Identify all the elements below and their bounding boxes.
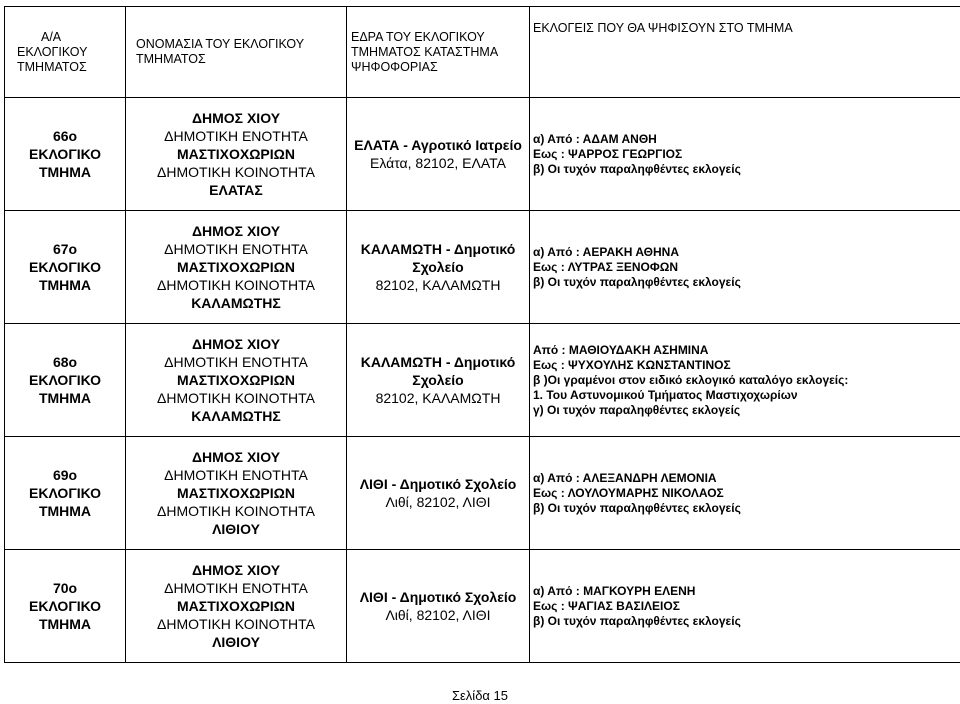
header-text: ΤΜΗΜΑΤΟΣ bbox=[136, 52, 206, 66]
table-row bbox=[5, 324, 960, 437]
section-number-line: ΕΚΛΟΓΙΚΟ bbox=[29, 146, 101, 162]
voters-line: Εως : ΨΑΡΡΟΣ ΓΕΩΡΓΙΟΣ bbox=[533, 146, 683, 161]
section-name-line: ΜΑΣΤΙΧΟΧΩΡΙΩΝ bbox=[177, 259, 295, 275]
section-number-line: 66ο bbox=[52, 128, 78, 144]
section-number-line: ΕΚΛΟΓΙΚΟ bbox=[29, 259, 101, 275]
page-number: Σελίδα 15 bbox=[451, 688, 509, 703]
polling-location-cell bbox=[347, 550, 530, 663]
section-number-line: 70ο bbox=[52, 580, 78, 596]
header-text: ΨΗΦΟΦΟΡΙΑΣ bbox=[351, 59, 438, 74]
voters-line: β) Οι τυχόν παραληφθέντες εκλογείς bbox=[533, 500, 741, 515]
section-name-line: ΔΗΜΟΤΙΚΗ ΕΝΟΤΗΤΑ bbox=[164, 467, 308, 483]
header-voters-cell bbox=[530, 7, 960, 98]
polling-location-line: ΛΙΘΙ - Δημοτικό Σχολείο bbox=[359, 589, 517, 605]
voters-line: γ) Οι τυχόν παραληφθέντες εκλογείς bbox=[533, 402, 741, 417]
header-text: ΤΜΗΜΑΤΟΣ bbox=[17, 59, 87, 74]
section-number-line: ΤΜΗΜΑ bbox=[38, 616, 92, 632]
section-name-line: ΔΗΜΟΤΙΚΗ ΚΟΙΝΟΤΗΤΑ bbox=[157, 277, 315, 293]
header-name-cell bbox=[126, 7, 347, 98]
section-name-line: ΔΗΜΟΤΙΚΗ ΕΝΟΤΗΤΑ bbox=[164, 580, 308, 596]
section-number-line: ΕΚΛΟΓΙΚΟ bbox=[29, 598, 101, 614]
voters-line: β) Οι τυχόν παραληφθέντες εκλογείς bbox=[533, 161, 741, 176]
polling-location-line: Σχολείο bbox=[412, 259, 464, 275]
table-row bbox=[5, 437, 960, 550]
voters-line: α) Από : ΑΔΑΜ ΑΝΘΗ bbox=[533, 131, 657, 146]
polling-location-line: 82102, ΚΑΛΑΜΩΤΗ bbox=[375, 277, 501, 293]
section-name-line: ΛΙΘΙΟΥ bbox=[212, 634, 260, 650]
section-name-line: ΔΗΜΟΣ ΧΙΟΥ bbox=[191, 336, 281, 352]
section-number-line: ΕΚΛΟΓΙΚΟ bbox=[29, 485, 101, 501]
section-name-line: ΜΑΣΤΙΧΟΧΩΡΙΩΝ bbox=[177, 372, 295, 388]
table-row bbox=[5, 550, 960, 663]
voters-line: Εως : ΛΥΤΡΑΣ ΞΕΝΟΦΩΝ bbox=[533, 259, 679, 274]
section-name-line: ΔΗΜΟΣ ΧΙΟΥ bbox=[191, 223, 281, 239]
voters-cell bbox=[530, 324, 960, 437]
section-number-cell bbox=[5, 324, 126, 437]
section-number-cell bbox=[5, 437, 126, 550]
voters-line: 1. Του Αστυνομικού Τμήματος Μαστιχοχωρίων bbox=[533, 387, 798, 402]
voters-line: Εως : ΛΟΥΛΟΥΜΑΡΗΣ ΝΙΚΟΛΑΟΣ bbox=[533, 485, 724, 500]
voters-cell bbox=[530, 437, 960, 550]
header-text: ΕΚΛΟΓΙΚΟΥ bbox=[17, 44, 88, 59]
voters-line: Εως : ΨΥΧΟΥΛΗΣ ΚΩΝΣΤΑΝΤΙΝΟΣ bbox=[533, 357, 731, 372]
header-text: ΕΔΡΑ ΤΟΥ ΕΚΛΟΓΙΚΟΥ bbox=[351, 29, 485, 44]
voters-line: Εως : ΨΑΓΙΑΣ ΒΑΣΙΛΕΙΟΣ bbox=[533, 598, 680, 613]
voters-line: α) Από : ΜΑΓΚΟΥΡΗ ΕΛΕΝΗ bbox=[533, 583, 696, 598]
header-number-cell bbox=[5, 7, 126, 98]
section-name-cell bbox=[126, 211, 347, 324]
voters-cell bbox=[530, 98, 960, 211]
section-name-line: ΔΗΜΟΤΙΚΗ ΚΟΙΝΟΤΗΤΑ bbox=[157, 164, 315, 180]
section-name-cell bbox=[126, 324, 347, 437]
header-location-cell bbox=[347, 7, 530, 98]
voters-line: β) Οι τυχόν παραληφθέντες εκλογείς bbox=[533, 274, 741, 289]
polling-location-line: 82102, ΚΑΛΑΜΩΤΗ bbox=[375, 390, 501, 406]
section-number-line: 69ο bbox=[52, 467, 78, 483]
voters-cell bbox=[530, 211, 960, 324]
section-name-cell bbox=[126, 550, 347, 663]
section-number-line: ΤΜΗΜΑ bbox=[38, 164, 92, 180]
section-number-line: ΕΚΛΟΓΙΚΟ bbox=[29, 372, 101, 388]
section-name-line: ΔΗΜΟΣ ΧΙΟΥ bbox=[191, 110, 281, 126]
voters-cell bbox=[530, 550, 960, 663]
polling-location-line: Λιθί, 82102, ΛΙΘΙ bbox=[385, 607, 491, 623]
voters-line: β )Οι γραμένοι στον ειδικό εκλογικό καταλόγο εκλογείς: bbox=[533, 372, 849, 387]
section-number-line: ΤΜΗΜΑ bbox=[38, 277, 92, 293]
section-name-line: ΔΗΜΟΣ ΧΙΟΥ bbox=[191, 562, 281, 578]
table-row bbox=[5, 98, 960, 211]
section-name-line: ΚΑΛΑΜΩΤΗΣ bbox=[191, 295, 281, 311]
polling-location-line: ΕΛΑΤΑ - Αγροτικό Ιατρείο bbox=[354, 137, 522, 153]
section-number-cell bbox=[5, 98, 126, 211]
section-name-line: ΔΗΜΟΣ ΧΙΟΥ bbox=[191, 449, 281, 465]
section-name-line: ΔΗΜΟΤΙΚΗ ΕΝΟΤΗΤΑ bbox=[164, 354, 308, 370]
section-name-cell bbox=[126, 437, 347, 550]
table-header-row bbox=[5, 7, 960, 98]
table-row bbox=[5, 211, 960, 324]
polling-location-line: ΚΑΛΑΜΩΤΗ - Δημοτικό bbox=[360, 241, 516, 257]
section-name-line: ΔΗΜΟΤΙΚΗ ΚΟΙΝΟΤΗΤΑ bbox=[157, 390, 315, 406]
voters-line: α) Από : ΑΕΡΑΚΗ ΑΘΗΝΑ bbox=[533, 244, 680, 259]
section-name-cell bbox=[126, 98, 347, 211]
voters-line: α) Από : ΑΛΕΞΑΝΔΡΗ ΛΕΜΟΝΙΑ bbox=[533, 470, 717, 485]
section-number-line: 68ο bbox=[52, 354, 78, 370]
polling-location-cell bbox=[347, 98, 530, 211]
voters-line: β) Οι τυχόν παραληφθέντες εκλογείς bbox=[533, 613, 741, 628]
header-text: ΤΜΗΜΑΤΟΣ ΚΑΤΑΣΤΗΜΑ bbox=[351, 44, 499, 59]
section-number-line: ΤΜΗΜΑ bbox=[38, 503, 92, 519]
section-name-line: ΚΑΛΑΜΩΤΗΣ bbox=[191, 408, 281, 424]
section-name-line: ΜΑΣΤΙΧΟΧΩΡΙΩΝ bbox=[177, 598, 295, 614]
polling-location-line: Λιθί, 82102, ΛΙΘΙ bbox=[385, 494, 491, 510]
section-name-line: ΕΛΑΤΑΣ bbox=[209, 182, 263, 198]
header-text: ΟΝΟΜΑΣΙΑ ΤΟΥ ΕΚΛΟΓΙΚΟΥ bbox=[136, 37, 305, 51]
polling-location-cell bbox=[347, 324, 530, 437]
section-number-line: 67ο bbox=[52, 241, 78, 257]
polling-location-line: ΛΙΘΙ - Δημοτικό Σχολείο bbox=[359, 476, 517, 492]
section-name-line: ΔΗΜΟΤΙΚΗ ΚΟΙΝΟΤΗΤΑ bbox=[157, 503, 315, 519]
section-number-cell bbox=[5, 211, 126, 324]
section-number-line: ΤΜΗΜΑ bbox=[38, 390, 92, 406]
polling-location-cell bbox=[347, 211, 530, 324]
header-text: ΕΚΛΟΓΕΙΣ ΠΟΥ ΘΑ ΨΗΦΙΣΟΥΝ ΣΤΟ ΤΜΗΜΑ bbox=[533, 21, 793, 35]
polling-location-line: Σχολείο bbox=[412, 372, 464, 388]
section-name-line: ΛΙΘΙΟΥ bbox=[212, 521, 260, 537]
voters-line: Από : ΜΑΘΙΟΥΔΑΚΗ ΑΣΗΜΙΝΑ bbox=[533, 342, 709, 357]
section-name-line: ΜΑΣΤΙΧΟΧΩΡΙΩΝ bbox=[177, 485, 295, 501]
section-name-line: ΔΗΜΟΤΙΚΗ ΕΝΟΤΗΤΑ bbox=[164, 128, 308, 144]
polling-location-line: Ελάτα, 82102, ΕΛΑΤΑ bbox=[370, 155, 506, 171]
polling-location-cell bbox=[347, 437, 530, 550]
section-name-line: ΔΗΜΟΤΙΚΗ ΕΝΟΤΗΤΑ bbox=[164, 241, 308, 257]
section-name-line: ΔΗΜΟΤΙΚΗ ΚΟΙΝΟΤΗΤΑ bbox=[157, 616, 315, 632]
section-name-line: ΜΑΣΤΙΧΟΧΩΡΙΩΝ bbox=[177, 146, 295, 162]
section-number-cell bbox=[5, 550, 126, 663]
polling-stations-table bbox=[4, 6, 960, 663]
header-text: Α/Α bbox=[41, 29, 62, 44]
polling-location-line: ΚΑΛΑΜΩΤΗ - Δημοτικό bbox=[360, 354, 516, 370]
